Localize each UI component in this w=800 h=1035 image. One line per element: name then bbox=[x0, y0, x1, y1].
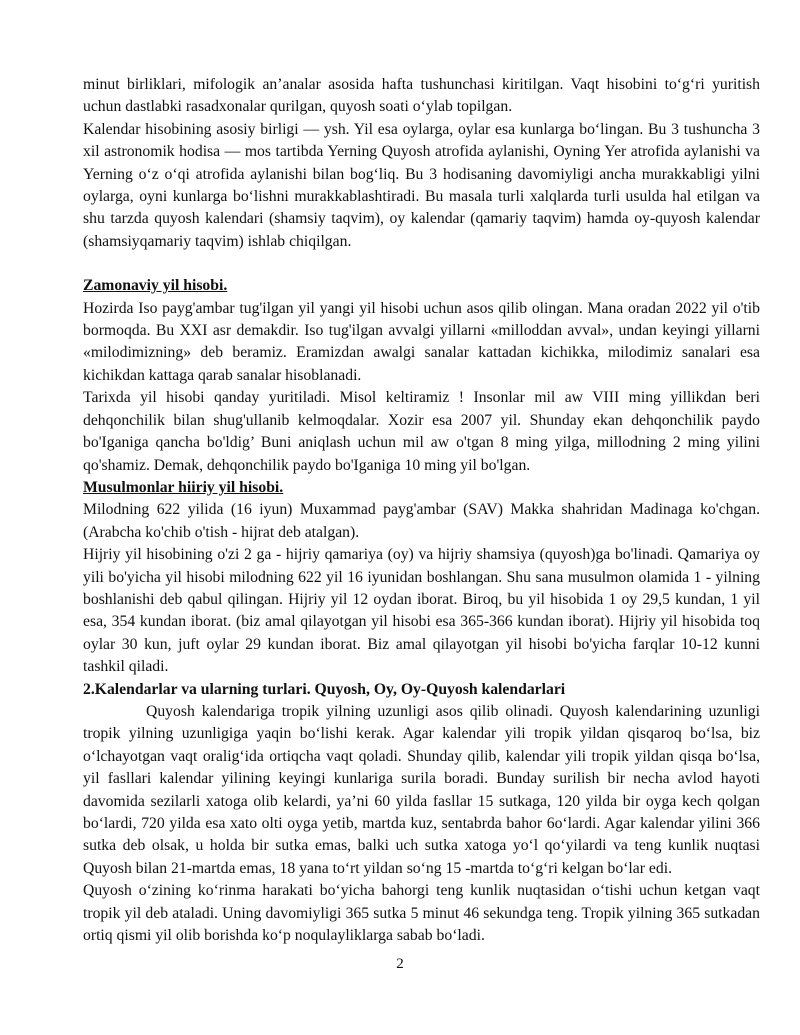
paragraph-intro-2: Kalendar hisobining asosiy birligi — ysh. Yil esa oylarga, oylar esa kunlarga bo‘lingan. Bu 3 tushuncha 3 xil astronomik hodisa — mos tartibda Yerning Quyosh atrofida aylanishi, Oyning Yer atrofida aylanishi va Yerning o‘z o‘qi atrofida aylanishi bilan bog‘liq. Bu 3 hodisaning davomiyligi ancha murakkabligi yilni oylarga, oyni kunlarga bo‘lishni murakkablashtiradi. Bu masala turli xalqlarda turli usulda hal etilgan va shu tarzda quyosh kalendari (shamsiy taqvim), oy kalendar (qamariy taqvim) hamda oy-quyosh kalendar (shamsiyqamariy taqvim) ishlab chiqilgan. bbox=[83, 120, 760, 250]
heading-modern-year-count: Zamonaviy yil hisobi. bbox=[83, 277, 228, 295]
paragraph-intro-1: minut birliklari, mifologik an’analar asosida hafta tushunchasi kiritilgan. Vaqt hisobini to‘g‘ri yuritish uchun dastlabki rasadxonalar qurilgan, quyosh soati o‘ylab topilgan. bbox=[83, 76, 760, 116]
paragraph-hijri-1: Milodning 622 yilida (16 iyun) Muxammad payg'ambar (SAV) Makka shahridan Madinaga ko'chgan. (Arabcha ko'chib o'tish - hijrat deb atalgan). bbox=[83, 501, 760, 541]
paragraph-modern-2: Tarixda yil hisobi qanday yuritiladi. Misol keltiramiz ! Insonlar mil aw VIII ming yillikdan beri dehqonchilik bilan shug'ullanib kelmoqdalar. Xozir esa 2007 yil. Shunday ekan dehqonchilik paydo bo'Iganiga qancha bo'ldig’ Buni aniqlash uchun mil aw o'tgan 8 ming yilga, millodning 2 ming yilini qo'shamiz. Demak, dehqonchilik paydo bo'Iganiga 10 ming yil bo'lgan. bbox=[83, 389, 760, 474]
paragraph-hijri-2: Hijriy yil hisobining o'zi 2 ga - hijriy qamariya (oy) va hijriy shamsiya (quyosh)ga bo'linadi. Qamariya oy yili bo'yicha yil hisobi milodning 622 yil 16 iyunidan boshlangan. Shu sana musulmon olamida 1 - yilning boshlanishi deb qabul qilingan. Hijriy yil 12 oydan iborat. Biroq, bu yil hisobida 1 oy 29,5 kundan, 1 yil esa, 354 kundan iborat. (biz amal qilayotgan yil hisobi esa 365-366 kundan iborat). Hijriy yil hisobida toq oylar 30 kun, juft oylar 29 kundan iborat. Biz amal qilayotgan yil hisobi bo'yicha farqlar 10-12 kunni tashkil qiladi. bbox=[83, 546, 760, 676]
page-content bbox=[83, 74, 760, 947]
paragraph-modern-1: Hozirda Iso payg'ambar tug'ilgan yil yangi yil hisobi uchun asos qilib olingan. Mana oradan 2022 yil o'tib bormoqda. Bu XXI asr demakdir. Iso tug'ilgan avvalgi yillarni «milloddan avval», undan keyingi yillarni «milodimizning» deb beramiz. Eramizdan awalgi sanalar kattadan kichikka, milodimiz sanalari esa kichikdan kattaga qarab sanalar hisoblanadi. bbox=[83, 299, 760, 384]
paragraph-calendars-1: Quyosh kalendariga tropik yilning uzunligi asos qilib olinadi. Quyosh kalendarining uzunligi tropik yilning uzunligiga yaqin bo‘lishi kerak. Agar kalendar yili tropik yildan qisqaroq bo‘lsa, biz o‘lchayotgan vaqt oralig‘ida ortiqcha vaqt qoladi. Shunday qilib, kalendar yili tropik yildan qisqa bo‘lsa, yil fasllari kalendar yilining keyingi kunlariga surila boradi. Bunday surilish bir necha avlod hayoti davomida sezilarli xatoga olib kelardi, ya’ni 60 yilda fasllar 15 sutkaga, 120 yilda bir oyga kech qolgan bo‘lardi, 720 yilda esa xato olti oyga yetib, martda kuz, sentabrda bahor 6o‘lardi. Agar kalendar yilini 366 sutka deb olsak, u holda bir sutka emas, balki uch sutka xatoga yo‘l qo‘yilardi va teng kunlik nuqtasi Quyosh bilan 21-martda emas, 18 yana to‘rt yildan so‘ng 15 -martda to‘g‘ri kelgan bo‘lar edi. bbox=[83, 702, 760, 877]
spacer bbox=[83, 253, 760, 275]
page-number: 2 bbox=[396, 956, 404, 972]
heading-calendars: 2.Kalendarlar va ularning turlari. Quyosh, Oy, Oy-Quyosh kalendarlari bbox=[83, 680, 566, 698]
heading-hijri-year-count: Musulmonlar hiiriy yil hisobi. bbox=[83, 478, 284, 496]
paragraph-calendars-2: Quyosh o‘zining ko‘rinma harakati bo‘yicha bahorgi teng kunlik nuqtasidan o‘tishi uchun ketgan vaqt tropik yil deb ataladi. Uning davomiyligi 365 sutka 5 minut 46 sekundga teng. Tropik yilning 365 sutkadan ortiq qismi yil olib borishda ko‘p noqulayliklarga sabab bo‘ladi. bbox=[83, 882, 760, 945]
